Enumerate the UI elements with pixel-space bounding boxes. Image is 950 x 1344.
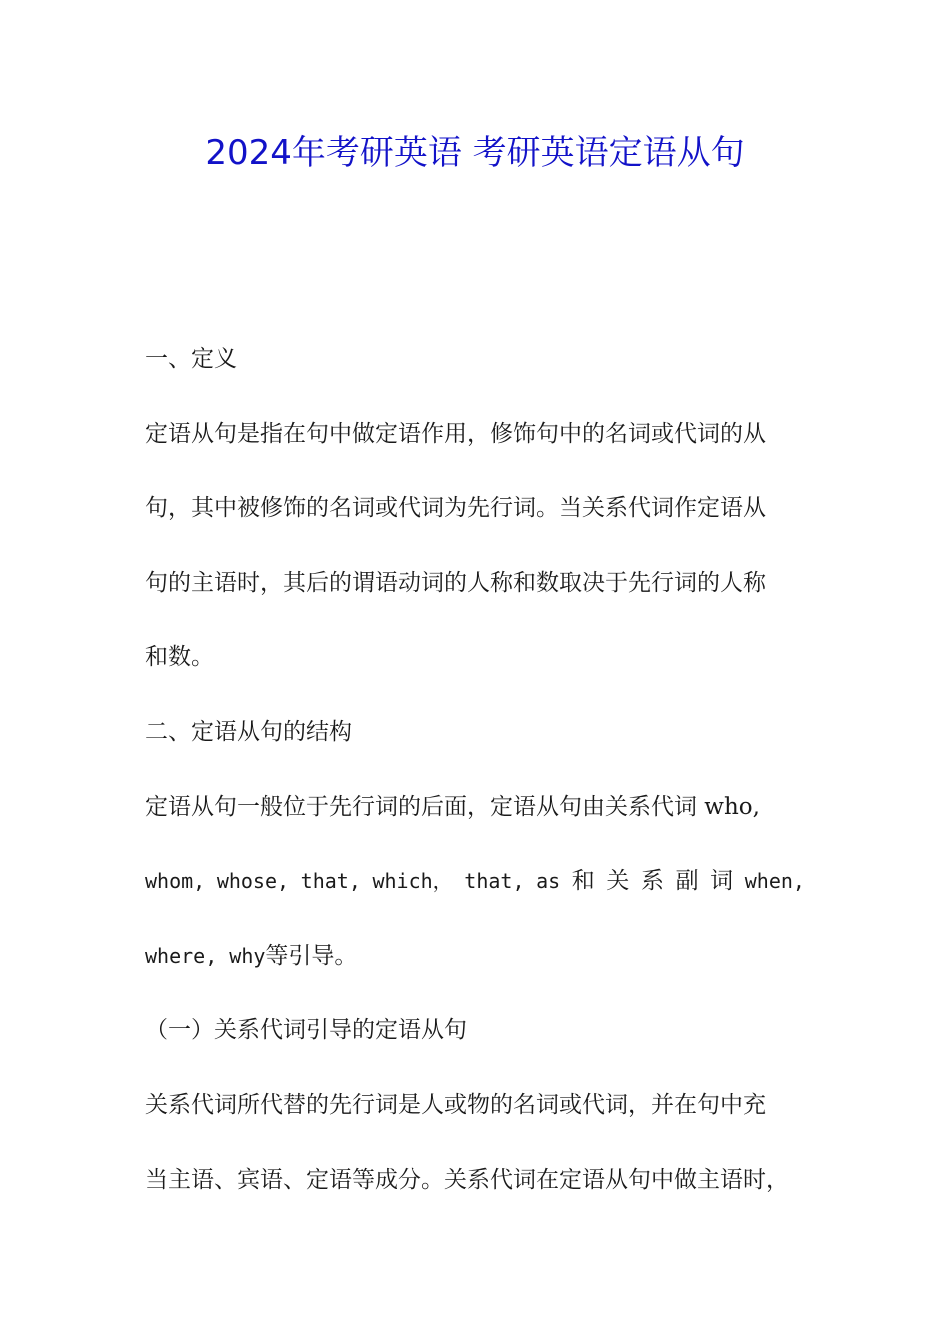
paragraph-line: 句的主语时，其后的谓语动词的人称和数取决于先行词的人称 xyxy=(145,569,766,596)
paragraph-line: 句，其中被修饰的名词或代词为先行词。当关系代词作定语从 xyxy=(145,495,766,522)
word-fu: 副 xyxy=(675,868,699,895)
word-ci: 词 xyxy=(710,868,734,895)
word-as: as xyxy=(536,869,561,894)
paragraph-line: 和数。 xyxy=(145,644,214,671)
heading-structure: 二、定语从句的结构 xyxy=(145,718,352,745)
word-whom: whom, xyxy=(145,869,206,894)
word-xi: 系 xyxy=(640,868,664,895)
word-whose: whose, xyxy=(216,869,290,894)
paragraph-line: 当主语、宾语、定语等成分。关系代词在定语从句中做主语时， xyxy=(145,1166,789,1193)
document-body xyxy=(145,339,805,1234)
paragraph-line xyxy=(145,936,805,1011)
word-when: when, xyxy=(744,869,805,894)
word-that: that, xyxy=(464,869,525,894)
words-where-why: where, why xyxy=(145,943,266,968)
paragraph-line: 定语从句一般位于先行词的后面，定语从句由关系代词 who, xyxy=(145,793,760,820)
word-he: 和 xyxy=(571,868,595,895)
paragraph-line: 定语从句是指在句中做定语作用，修饰句中的名词或代词的从 xyxy=(145,420,766,447)
word-guan: 关 xyxy=(606,868,630,895)
paragraph-line-justified xyxy=(145,861,805,936)
heading-relative-pronoun: （一）关系代词引导的定语从句 xyxy=(145,1017,467,1044)
words-tail: 等引导。 xyxy=(265,942,358,969)
paragraph-line: 关系代词所代替的先行词是人或物的名词或代词，并在句中充 xyxy=(145,1091,766,1118)
word-that: that, xyxy=(300,869,361,894)
heading-definition: 一、定义 xyxy=(145,346,237,372)
word-which: which， xyxy=(372,869,453,894)
document-title: 2024年考研英语 考研英语定语从句 xyxy=(205,133,745,173)
